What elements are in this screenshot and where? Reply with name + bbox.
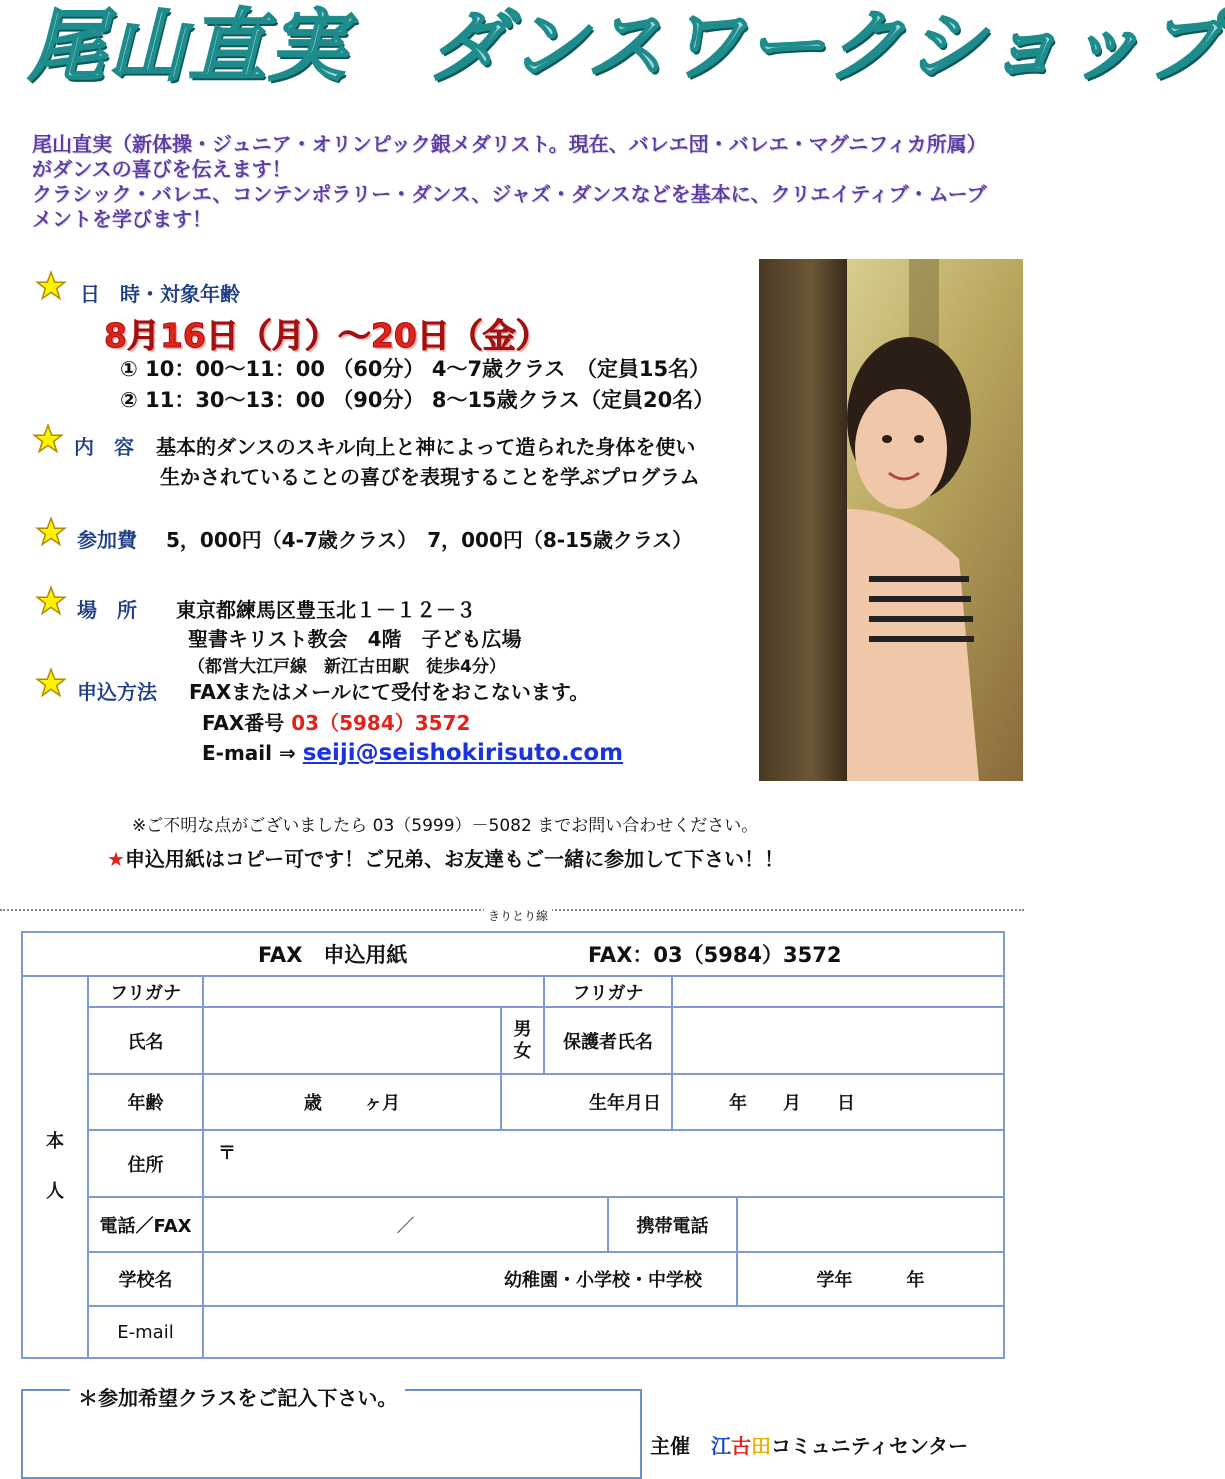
fee-label: 参加費 <box>77 528 137 552</box>
age-field[interactable]: 歳 ヶ月 <box>203 1074 501 1130</box>
content-label: 内 容 <box>74 435 134 459</box>
person-side-label <box>22 976 88 1358</box>
birthday-field[interactable] <box>672 1074 1004 1130</box>
organizer-label: 主催 <box>650 1434 690 1458</box>
side-label-1: 本 <box>46 1131 64 1152</box>
event-date: 8月16日（月）～20日（金） <box>104 316 549 355</box>
age-label: 年齢 <box>88 1074 203 1130</box>
guardian-field[interactable] <box>672 1007 1004 1074</box>
email-field[interactable] <box>203 1306 1004 1358</box>
name-field[interactable] <box>203 1007 501 1074</box>
organizer-name: コミュニティセンター <box>770 1434 969 1458</box>
content-line-2: 生かされていることの喜びを表現することを学ぶプログラム <box>160 465 700 489</box>
dancer-photo <box>759 259 1023 781</box>
apply-text: FAXまたはメールにて受付をおこないます。 <box>189 680 590 704</box>
phone-label: 電話／FAX <box>88 1197 203 1252</box>
schedule-label: 日 時・対象年齢 <box>80 282 240 306</box>
furigana-field[interactable] <box>203 976 544 1007</box>
phone-field[interactable]: ／ <box>203 1197 608 1252</box>
copy-note <box>107 843 784 872</box>
star-icon <box>33 424 63 454</box>
intro <box>32 132 1002 232</box>
star-icon <box>36 668 66 698</box>
intro-line-1: 尾山直実（新体操・ジュニア・オリンピック銀メダリスト。現在、バレエ団・バレエ・マグニフィカ所属）がダンスの喜びを伝えます！ <box>32 132 987 181</box>
place-venue: 聖書キリスト教会 4階 子ども広場 <box>188 627 522 651</box>
birthday-label: 生年月日 <box>501 1074 672 1130</box>
form-title-row <box>22 932 1004 976</box>
guardian-label: 保護者氏名 <box>544 1007 672 1074</box>
email-link[interactable]: seiji@seishokirisuto.com <box>302 740 624 766</box>
organizer-ko: 古 <box>730 1434 751 1458</box>
place-label: 場 所 <box>77 598 137 622</box>
fee-text: 5，000円（4-7歳クラス） 7，000円（8-15歳クラス） <box>166 528 693 552</box>
mobile-field[interactable] <box>737 1197 1004 1252</box>
class-2: ② 11：30～13：00 （90分） 8～15歳クラス（定員20名） <box>120 388 715 412</box>
email-line <box>202 740 623 766</box>
star-icon <box>36 586 66 616</box>
application-form <box>21 931 1005 1359</box>
class-1: ① 10：00～11：00 （60分） 4～7歳クラス （定員15名） <box>120 357 711 381</box>
place-access: （都営大江戸線 新江古田駅 徒歩4分） <box>188 657 506 677</box>
organizer <box>650 1430 968 1459</box>
school-label: 学校名 <box>88 1252 203 1306</box>
copy-star-icon: ★ <box>107 847 125 871</box>
intro-line-2: クラシック・バレエ、コンテンポラリー・ダンス、ジャズ・ダンスなどを基本に、クリエイティブ・ムーブメントを学びます！ <box>32 182 987 231</box>
copy-note-text: 申込用紙はコピー可です！ご兄弟、お友達もご一緒に参加して下さい！！ <box>124 847 785 871</box>
guardian-furigana-label: フリガナ <box>544 976 672 1007</box>
school-field[interactable]: 幼稚園・小学校・中学校 <box>203 1252 737 1306</box>
side-label-2: 人 <box>46 1181 64 1202</box>
name-label: 氏名 <box>88 1007 203 1074</box>
furigana-label: フリガナ <box>88 976 203 1007</box>
mobile-label: 携帯電話 <box>608 1197 737 1252</box>
inquiry-note: ※ご不明な点がございましたら 03（5999）－5082 までお問い合わせください。 <box>132 816 759 836</box>
content-line-1: 基本的ダンスのスキル向上と神によって造られた身体を使い <box>156 435 696 459</box>
page-title: 尾山直実 ダンスワークショップ <box>28 2 1225 92</box>
apply-label: 申込方法 <box>77 680 157 704</box>
star-icon <box>36 271 66 301</box>
fax-label: FAX番号 <box>202 711 285 735</box>
star-icon <box>36 517 66 547</box>
fax-number: 03（5984）3572 <box>291 711 471 735</box>
address-field[interactable]: 〒 <box>203 1130 1004 1197</box>
email-label: E-mail ⇒ <box>202 741 296 765</box>
cut-line-label: きりとり線 <box>484 907 552 924</box>
form-fax: FAX：03（5984）3572 <box>588 943 842 967</box>
place-address: 東京都練馬区豊玉北１－１２－３ <box>176 598 476 622</box>
gender-field[interactable]: 男 女 <box>501 1007 544 1074</box>
birthday-value: 年 月 日 <box>729 1093 855 1114</box>
guardian-furigana-field[interactable] <box>672 976 1004 1007</box>
organizer-e: 江 <box>710 1434 731 1458</box>
email-label: E-mail <box>88 1306 203 1358</box>
organizer-da: 田 <box>750 1434 771 1458</box>
fax-line <box>202 707 470 736</box>
address-label: 住所 <box>88 1130 203 1197</box>
form-title: FAX 申込用紙 <box>258 943 408 967</box>
class-choice-label: ＊参加希望クラスをご記入下さい。 <box>70 1382 405 1411</box>
grade-field[interactable]: 学年 年 <box>737 1252 1004 1306</box>
